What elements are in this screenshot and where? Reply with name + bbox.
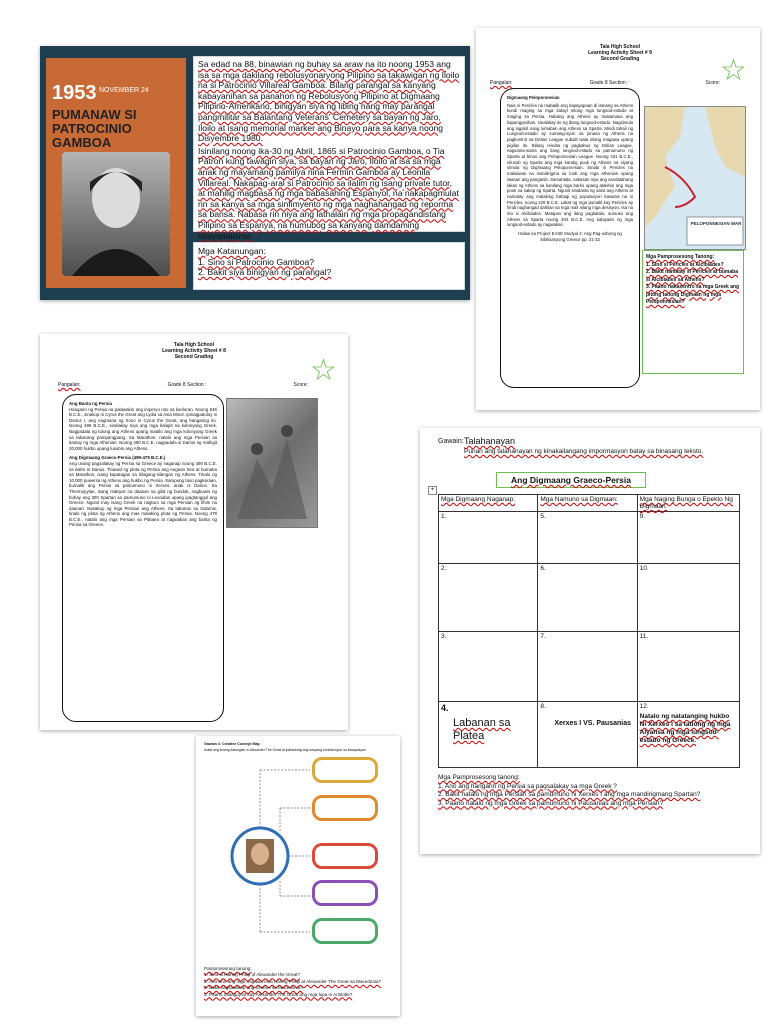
slide-date: NOVEMBER 24 (99, 87, 149, 94)
concept-box-4[interactable] (312, 880, 378, 906)
question-item: 3. Bakit nagsasakop ang Greece sa Macedonia? (204, 985, 304, 991)
sheet9-questions (642, 250, 744, 374)
pangalan-label: Pangalan: (490, 80, 513, 86)
questions-title: Pamprosesong tanong: (204, 966, 252, 971)
concept-map-questions (204, 966, 394, 998)
slide-title: PUMANAW SI PATROCINIO GAMBOA (52, 107, 137, 150)
battle-illustration (226, 398, 318, 528)
school-name: Tala High School (173, 342, 215, 348)
star-icon: ☆ (310, 354, 337, 387)
gamboa-portrait (62, 152, 170, 276)
question-item: 1. Sino si Patrocinio Gamboa? (198, 256, 315, 267)
banner-text: Ang Digmaang Graeco-Persia (511, 475, 631, 485)
table-row (439, 564, 740, 632)
slide-questions (193, 242, 465, 290)
question-item: 2. Bakit siya binigyan ng parangal? (198, 267, 332, 278)
table-cell[interactable]: 6. (538, 564, 637, 632)
question-item: 2. Bakit namatay si Pericles at bumaba si Alcibiades sa Athens? (646, 269, 738, 283)
grading-period: Second Grading (174, 354, 214, 360)
concept-map-instruction: Isulat ang limang katangian ni Alexander The Great at ipaliwanag ang kanyang kontribusyon sa kasaysayan. (204, 748, 367, 752)
table-banner (496, 472, 646, 488)
concept-map-heading: Gawain 4: Creative Concept Map (204, 742, 260, 746)
table-move-handle[interactable]: + (428, 486, 437, 495)
column-header: Mga Naging Bunga o Epekto Ng Digmaan: (637, 495, 739, 512)
star-icon: ☆ (720, 54, 747, 87)
row-number: 12. (639, 703, 649, 710)
graeco-persia-table (438, 494, 740, 768)
table-row (439, 702, 740, 768)
school-name: Tala High School (599, 44, 641, 50)
table-cell[interactable]: 7. (538, 632, 637, 702)
table-cell[interactable]: 9. (637, 512, 739, 564)
question-item: 1. Ano ang hangarin ng Persia sa pagsalakay sa mga Greek ? (438, 782, 617, 790)
table-instruction: Punan ang talahanayan ng kinakailangang impormasyon batay sa binasang teksto. (464, 448, 704, 455)
passage-source: Halaw sa Project EASE Modyul 4: Ang Pag-usbong ng Sibilisasyong Greece pp. 31-32 (518, 231, 622, 242)
concept-box-5[interactable] (312, 918, 378, 944)
gawain-title: Talahanayan (464, 436, 516, 446)
score-label: Score: (293, 382, 308, 388)
slide-paragraph-2: Isinilang noong ika-30 ng Abril, 1865 si Patrocinio Gamboa, o Tia Patron kung tawagin siya, sa bayan ng Jaro, Iloilo at isa sa mga anak ng mayamang pamilya nina Fermin Gamboa ay Leonila Villareal. Nakapag-aral si Patrocinio sa ilalim ng isang private tutor, at mahilig magbasa ng mga babasahing Espanyol, na nakapagmulat rin sa kanya sa mga sinfimyento ng mga naghahangad ng reporma sa bansa. Nabasa rin niya ang lathalain ng mga propagandistang Pilipino sa Espanya, na humubog sa kanyang damdaming nasyonalismo. (198, 145, 459, 241)
sheet-number: Learning Activity Sheet # 9 (588, 50, 652, 56)
table-cell[interactable]: 10. (637, 564, 739, 632)
questions-title: Mga Pamprosesong Tanong: (646, 254, 715, 260)
grade-section-label: Grade 8 Section : (589, 80, 629, 86)
table-cell[interactable]: 11. (637, 632, 739, 702)
table-cell[interactable] (439, 702, 538, 768)
question-item: 2. Ano-ano ang mga nagawa nina Haring Philip at Alexander The Great sa Macedonia? (204, 978, 382, 984)
sheet8-name-line (58, 382, 308, 388)
grading-period: Second Grading (600, 56, 640, 62)
table-cell[interactable]: 3. (439, 632, 538, 702)
slide-body (193, 56, 465, 241)
questions-title: Mga Pamprosesong tanong: (438, 774, 520, 781)
effect-answer: Natalo ng natatanging hukbo Ni Xerxes I sa tatlong ng mga Alyansa ng mga lungsod-estado ng Greece. (639, 713, 731, 744)
passage-body: Hangarin ng Persia na palawakin ang imperyo nito sa kanluran. Noong 546 B.C.E., sinakop ni Cyrus the Great ang Lydia sa Asia Minor. Ipinagpatuloy ni Darius I, ang nagmana ng trono ni Cyrus the Great, ang hangaring ito. Noong 499 B.C.E., sinalakay niya ang mga kalapit na kolonyang Greek. Nagpadala ng tulong ang Athens upang matalo ang mga kolonyang Greek sa labanang pampangpang. Sa Marathon, natalo ang mga Persian sa kamay ng mga Athenian. Noong 490 B.C.E. nagpadala si Darius ng mahigit 20,000 hukbo upang lusubin ang Athens. (69, 406, 217, 451)
peloponnesian-war-map (644, 106, 746, 250)
sheet9-header (560, 44, 680, 62)
table-cell[interactable]: 1. (439, 512, 538, 564)
passage-title: Ang Banta ng Persia (69, 401, 112, 406)
question-item: 1. Sino si Pericles at Alcibiades? (646, 261, 724, 268)
column-header: Mga Namuno sa Digmaan: (538, 495, 637, 512)
row-number: 4. (441, 703, 449, 713)
table-header-row (439, 495, 740, 512)
sheet8-passage-box (62, 394, 224, 722)
concept-box-1[interactable] (312, 757, 378, 783)
gawain-label: Gawain: (438, 438, 464, 445)
sheet9-passage-box (500, 88, 640, 388)
sheet8-header (134, 342, 254, 360)
table-cell[interactable] (637, 702, 739, 768)
pangalan-label: Pangalan: (58, 382, 81, 388)
table-cell[interactable] (538, 702, 637, 768)
sheet9-name-line (490, 80, 720, 86)
score-label: Score: (705, 80, 720, 86)
passage-body: Nais ni Pericles na mabalik ang kapayapaan di lamang sa Athens kundi maging sa mga katayl nitong mga lungsod-estado at maging sa Persia. Habang ang Athens ay tinatamasa ang kapangyarihan, sinalakay ito ng ibang lungsod-estado. Nagsimula ang sigalot nang lumaban ang Athens sa Sparta. Mindi tahail ng Lungsod-estado ay sumang-ayon sa pinasa ng Athens na pagkontrol sa Delian League subalit wala silang magawa upang pigilan ito. Bilang resulta ng pagkabuo ng Delian League, nagsama-sama ang ilang lungsod-estado sa pamumuno ng Sparta at binuo ang Peloponnesian League. Noong 431 B.C.E., nilusob ng Sparta ang mga karatig pook ng Athens na siyang simula ng Digmaang Peloponnesian. Sinabi ni Pericles na makaiwas na mandirigma sa loob ang mga Athenian upang iwasan ang panganib. Samantala, nakasan niya ang sandatahang lakas ng Athens sa kanilang mga barko upang atakihin ang mga pook na sakop ng Sparta. Ngunit sinalanta ng salot ang Athens at namatay ang malaking bahagi ng populasyon kasama na si Pericles, noong 429 B.C.E. Lakat ng mga pumalit kay Pericles ay hindi naghangad dahilan sa mga mali nilang mga desisyon. Isa na rito si Alcibiades. Matapos ang ilang pagkatalo, sumuko ang Athens sa Sparta noong 404 B.C.E. Ang kalayaan ng mga lungsod-estado ay nagwakas. (507, 102, 633, 228)
passage-body: Ang unang pagsalakay ng Persia sa Greece ay naganap noong 490 B.C.E. sa ilalim ni Darius. Tinawid ng plota ng Persia ang Aegean Sea at bumaba sa Marathon, isang kapatagan sa hilagang-silangan ng Athens. Tinalo ng 10,000 puwersa ng Athens ang hukbo ng Persia. Sampung taon pagkaraan, bumalik ang Persia sa pamumuno ni Xerxes, anak ni Darius. Sa Thermopylae, isang makipot na daanan sa gilid ng bundok, nagbuwis ng buhay ang 300 Spartan sa pamumuno ni Leonidas upang ipagtanggol ang Greece. Ngunit may isang Greek na nagturo sa mga Persian ng lihim na daanan. Nasakop ng mga Persian ang Athens. Sa labanan sa Salamis, tinalo ng plota ng Athens ang mas malaking plota ng Persia. Noong 479 B.C.E., natalo ang mga Persian sa Plataea at nagwakas ang banta ng Persia sa Greece. (69, 460, 217, 528)
battle-answer: Labanan sa Platea (453, 717, 511, 742)
slide-year: 1953 (52, 82, 97, 104)
leaders-answer: Xerxes I VS. Pausanias (554, 720, 631, 727)
question-item: 3. Paano nakasentro sa mga Greek ang pitong tanong Digmaan ng mga Peloponnesian? (646, 284, 740, 305)
table-cell[interactable]: 5. (538, 512, 637, 564)
table-row (439, 632, 740, 702)
table-cell[interactable]: 2. (439, 564, 538, 632)
table-questions (438, 774, 754, 808)
map-title: PELOPONNESIAN WAR (690, 221, 742, 226)
slide-paragraph-1: Sa edad na 88, binawian ng buhay sa araw na ito noong 1953 ang isa sa mga dakilang rebolusyonaryong Pilipino sa takawigan ng Iloilo na si Patrocinio Villareal Gamboa. Bilang parangal sa kanyang kabayanihan sa panahon ng Rebolusyong Pilipino at Digmaang Pilipino-Amerikano, binigyan siya ng libing nang may parangal pangmilitar sa Balantang Veterans' Cemetery sa bayan ng Jaro, Iloilo at isang memorial marker ang Binayo para sa kanya noong Disyembre 1980. (198, 59, 460, 144)
table-row (439, 512, 740, 564)
question-item: 1. Sino si Haring Philip of Alexander the Great? (204, 972, 301, 978)
question-item: 3. Paano natalo ng mga Greek sa pamumuno ni Pausanias ang mga Persian? (438, 799, 664, 807)
question-item: 2. Bakit natalo ng mga Persian sa pamumuno ni Xerxes I ang mga mandirigmang Spartan? (438, 791, 701, 798)
column-header: Mga Digmaang Naganap: (439, 495, 538, 512)
sheet-number: Learning Activity Sheet # 8 (162, 348, 226, 354)
questions-title: Mga Katanungan: (198, 246, 266, 256)
row-number: 8. (540, 703, 546, 710)
concept-box-3[interactable] (312, 843, 378, 869)
question-item: 4. Paano naitaguyod kay Alexander The Great ang mga lupa ni Aristotle? (204, 991, 353, 997)
concept-box-2[interactable] (312, 795, 378, 821)
passage-title: Ang Digmaang Graeco-Persia (499-479 B.C.E.) (69, 455, 166, 461)
passage-title: Digmaang Peloponnesian (507, 95, 560, 100)
grade-section-label: Grade 8 Section : (167, 382, 207, 388)
